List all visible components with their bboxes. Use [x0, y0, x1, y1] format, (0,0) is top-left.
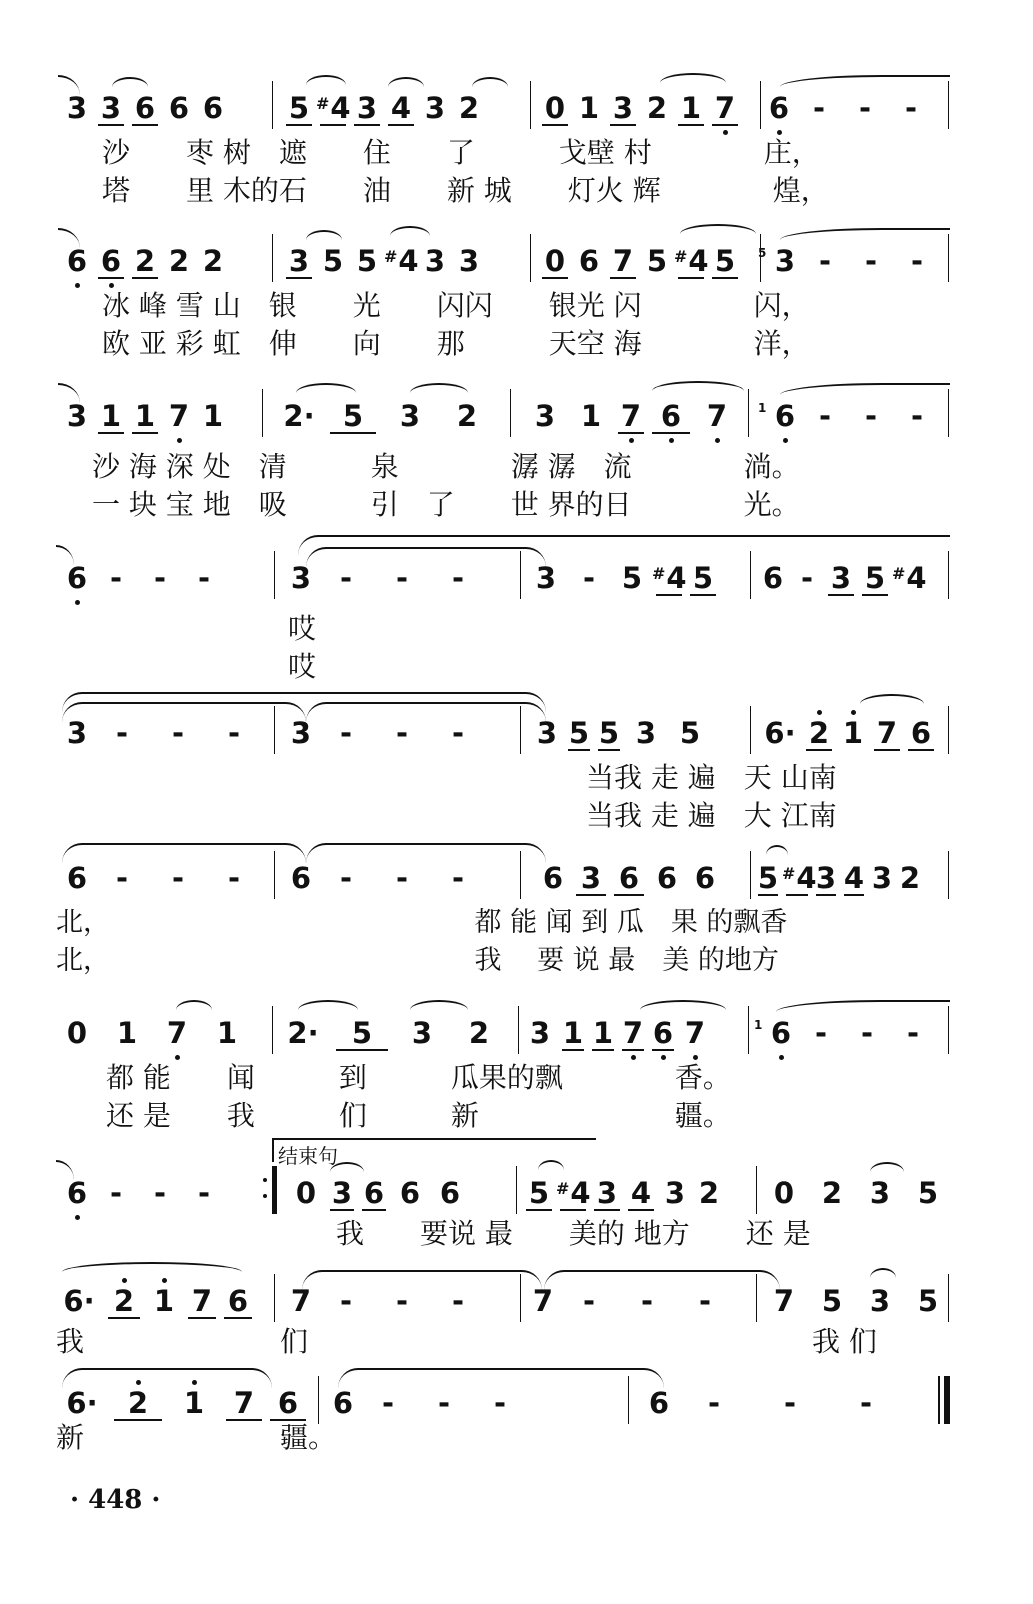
page-number: · 448 · [70, 1485, 161, 1515]
system-9: 6· 2 1 7 6 7 - - - 7 - - - 7 5 3 5 我 们 我 们 [60, 1268, 950, 1328]
system-10: 6· 2 1 7 6 6 - - - 6 - - - 新 疆。 [60, 1370, 950, 1430]
lyric-verse-2: 还 是 我 们 新 疆。 [106, 1099, 731, 1132]
lyric-verse-2: 北， 我 要 说 最 美 的地方 [56, 945, 779, 976]
lyric-verse-2: 一 块 宝 地 吸 引 了 世 界的日 光。 [92, 488, 800, 521]
system-7: 0 1 7 1 2· 5 3 2 3 1 1 7 6 7 1 6 - - - 都 能 闻 到 瓜果的飘 香。 还 是 我 们 新 疆。 [60, 1000, 950, 1060]
lyric-ending: 新 疆。 [56, 1421, 337, 1454]
lyric-verse-1: 沙 枣 树 遮 住 了 戈壁 村 庄， [102, 136, 820, 169]
system-6: 6 - - - 6 - - - 6 3 6 6 6 5 #4 3 4 3 2 北， 都 能 闻 到 瓜 果 的飘香 北， 我 要 说 最 美 的地方 [60, 845, 950, 905]
lyric-verse-1: 沙 海 深 处 清 泉 潺 潺 流 淌。 [92, 450, 800, 483]
system-1: 3 3 6 6 6 5 #4 3 4 3 2 0 1 3 2 1 7 6 - - - 沙 枣 树 遮 住 了 戈壁 村 庄， 塔 里 木的石 油 新 城 灯火 辉 煌， [60, 75, 950, 135]
system-8: 结束句 6 - - - 0 3 6 6 6 5 #4 3 4 3 2 0 2 3 5 我 要说 最 美的 地方 还 是 [60, 1160, 950, 1220]
lyric-verse-2: 当我 走 遍 大 江南 [586, 799, 837, 832]
lyric-verse-1: 北， 都 能 闻 到 瓜 果 的飘香 [56, 907, 788, 938]
system-5: 3 - - - 3 - - - 3 5 5 3 5 6· 2 1 7 6 当我 走 遍 天 山南 当我 走 遍 大 江南 [60, 700, 950, 760]
system-2: 6 6 2 2 2 3 5 5 #4 3 3 0 6 7 5 #4 5 5 3 - - - 冰 峰 雪 山 银 光 闪闪 银光 闪 闪， 欧 亚 彩 虹 伸 向 那 天空 海 洋， [60, 228, 950, 288]
lyric-hey-1: 哎 [288, 612, 317, 645]
system-3: 3 1 1 7 1 2· 5 3 2 3 1 7 6 7 1 6 - - - 沙 海 深 处 清 泉 潺 潺 流 淌。 一 块 宝 地 吸 引 了 世 界的日 光。 [60, 383, 950, 443]
lyric-verse-2: 欧 亚 彩 虹 伸 向 那 天空 海 洋， [102, 327, 810, 360]
lyric-verse-1: 当我 走 遍 天 山南 [586, 761, 837, 794]
lyric-verse-1: 都 能 闻 到 瓜果的飘 香。 [106, 1061, 731, 1094]
system-4: 6 - - - 3 - - - 3 - 5 #4 5 6 - 3 5 #4 哎 哎 [60, 545, 950, 605]
lyric-verse-1: 冰 峰 雪 山 银 光 闪闪 银光 闪 闪， [102, 289, 810, 322]
ending-label: 结束句 [278, 1144, 338, 1168]
lyric-hey-2: 哎 [288, 650, 317, 683]
lyric-ending: 我 要说 最 美的 地方 还 是 [336, 1217, 811, 1250]
lyric-ending: 我 们 我 们 [56, 1325, 877, 1358]
lyric-verse-2: 塔 里 木的石 油 新 城 灯火 辉 煌， [102, 174, 829, 207]
